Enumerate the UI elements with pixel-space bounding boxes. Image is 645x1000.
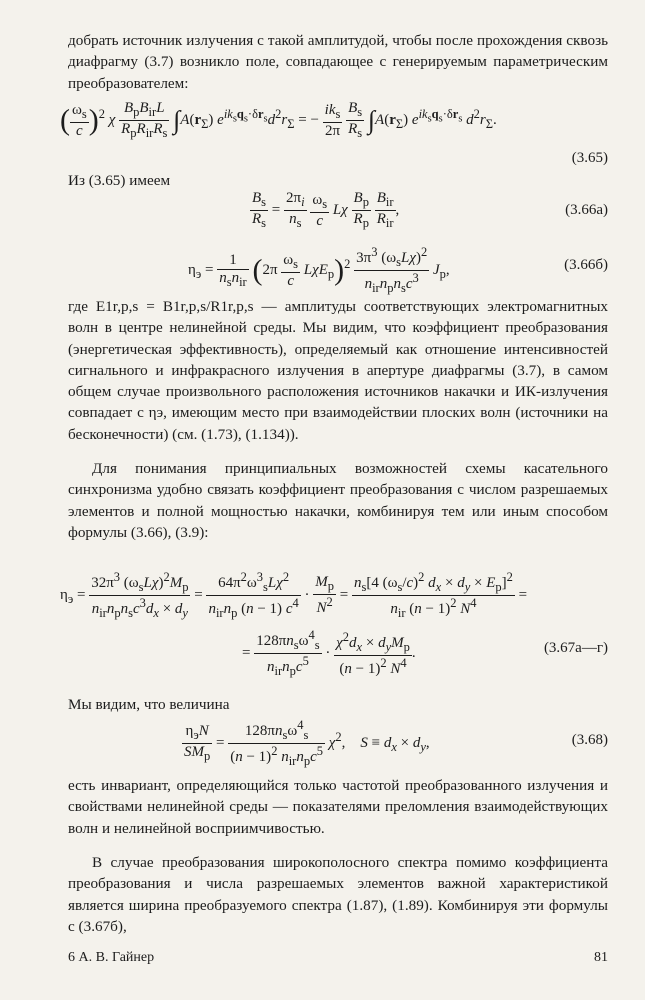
paragraph-broadband: В случае преобразования широкополосного спектра помимо коэффициента преобразования и числа разрешаемых элементов важной характеристикой является ширина преобразуемого спектра (1.87), (1.89). Комбинируя эти формулы с (3.67б), [68,854,608,935]
page-number: 81 [594,950,608,965]
paragraph-where: где E1r,p,s = B1r,p,s/R1r,p,s — амплитуды соответствующих электромагнитных волн в центре нелинейной среды. Мы видим, что коэффициент преобразования (энергетическая эффективность), определяемый как отношение интенсивностей сигнального и инфракрасного излучения в апертуре диафрагмы (3.7), в самом общем случае произвольного расположения источников накачки и ИК-излучения совпадает с ηэ, имеющим место при взаимодействии плоских волн (источники на бесконечности) (см. (1.73), (1.134)). [68,298,608,443]
paragraph-from: Из (3.65) имеем [68,172,171,189]
equation-3-67: $\eta_э$ = $\frac{32\pi^3 (\omega_sL\chi)^2M_p}{n_{ir}n_pn_sc^3d_x \times d_y}$ = $\frac{64\pi^2\omega^3_sL\chi^2}{n_{ir}n_p (n - 1) c^4}$ · $\frac{M_p}{N^2}$ = $\frac{n_s[4 (\omega_s/c)^2 d_x \times d_y \times E_p]^2}{n_{ir} (n - 1)^2 N^4}$ = = $\frac{128\pi n_s\omega^4_s}{n_{ir}n_pc^5}$ · $\frac{\chi^2d_x \times d_yM_p}{(n - 1)^2 N^4}$ . (3.67а—г) [60,570,608,678]
equation-number: (3.65) [571,150,608,166]
paragraph-intro: добрать источник излучения с такой амплитудой, чтобы после прохождения сквозь диафрагму (3.7) возникло поле, совпадающее с генерируемым параметрическим преобразователем: [68,32,608,92]
paragraph-we-see: Мы видим, что величина [68,696,230,713]
equation-number: (3.68) [571,732,608,748]
equation-3-65: ( $\frac{\omega_s}{c}$ )$^2$ χ $\frac{B_pB_{ir}L}{R_pR_{ir}R_s}$ $\int A(r_\Sigma) e^{ik_sq_s\cdot\delta r_s}d^2r_\Sigma$ = − $\frac{ik_s}{2\pi}$ $\frac{B_s}{R_s}$ $\int A(r_\Sigma)$ $e^{ik_sq_s\cdot\delta r_s}$ $d^2r_\Sigma$. [60,100,497,140]
equation-3-68: $\frac{\eta_эN}{SM_p}$ = $\frac{128\pi n_s\omega^4_s}{(n - 1)^2 n_{ir}n_pc^5}$ $\chi^2$, $S \equiv d_x \times d_y$, (3.68) [184,718,608,768]
paragraph-invariant: есть инвариант, определяющийся только частотой преобразованного излучения и свойствами нелинейной среды — показателями преломления взаимодействующих волн и нелинейной восприимчивостью. [68,777,608,837]
signature-mark: 6 А. В. Гайнер [68,950,155,965]
equation-3-66a: $\frac{B_s}{R_s}$ = $\frac{2\pi_i}{n_s}$ $\frac{\omega_s}{c}$ Lχ $\frac{B_p}{R_p}$ $\frac{B_{ir}}{R_{ir}}$ , (3.66а) [252,190,608,230]
equation-number: (3.66а) [565,202,608,218]
equation-number: (3.66б) [564,257,608,273]
paragraph-understanding: Для понимания принципиальных возможностей схемы касательного синхронизма удобно связать коэффициент преобразования с числом разрешаемых элементов и полной мощностью накачки, комбинируя тем или иным способом формулы (3.66), (3.9): [68,460,608,541]
equation-3-66b: $\eta_э$ = $\frac{1}{n_sn_{ir}}$ (2π $\frac{\omega_s}{c}$ LχE$_p$)$^2$ $\frac{3\pi^3 (\omega_sL\chi)^2}{n_{ir}n_pn_sc^3}$ $J_p$, (3.66б) [188,245,608,295]
equation-number: (3.67а—г) [543,640,608,656]
